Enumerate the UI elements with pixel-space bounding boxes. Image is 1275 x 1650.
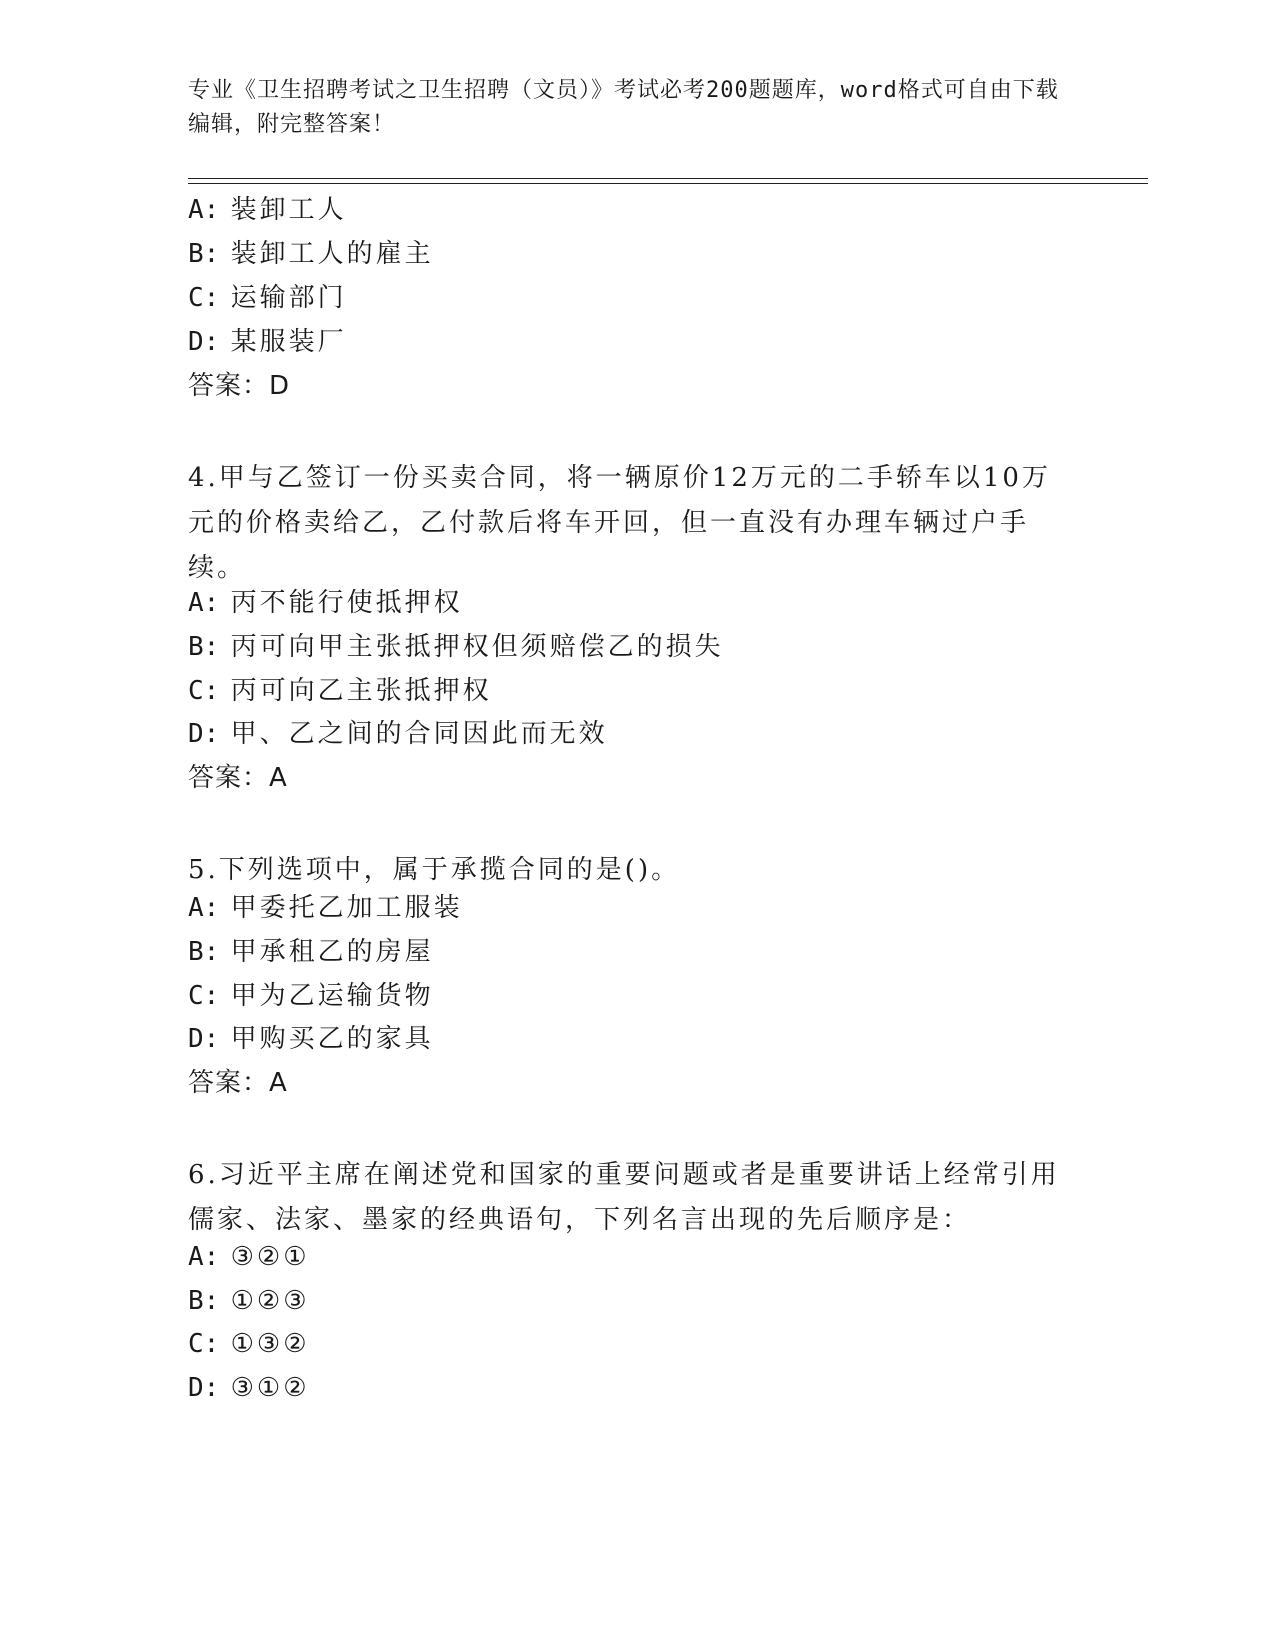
- option-text: ①③②: [230, 1329, 310, 1359]
- option-text: 甲承租乙的房屋: [230, 937, 434, 967]
- option-label: C:: [188, 676, 220, 706]
- q4-stem: 4.甲与乙签订一份买卖合同，将一辆原价12万元的二手轿车以10万元的价格卖给乙，乙付款后将车开回，但一直没有办理车辆过户手续。: [188, 463, 1051, 583]
- q4-option-c: [188, 674, 492, 708]
- option-label: C:: [188, 981, 220, 1011]
- document-header: 专业《卫生招聘考试之卫生招聘（文员）》考试必考200题题库，word格式可自由下载编辑，附完整答案！: [188, 78, 1059, 137]
- q6-option-a: [188, 1240, 310, 1274]
- option-text: 运输部门: [230, 283, 347, 313]
- option-text: 甲购买乙的家具: [230, 1024, 434, 1054]
- q3-answer: 答案：D: [188, 371, 291, 401]
- q5-option-b: [188, 935, 434, 969]
- option-text: 装卸工人: [230, 195, 347, 225]
- q3-option-d: [188, 325, 347, 359]
- option-label: B:: [188, 1286, 220, 1316]
- q5-option-a: [188, 891, 463, 925]
- q4-option-d: [188, 717, 608, 751]
- option-text: ①②③: [230, 1286, 310, 1316]
- option-text: ③①②: [230, 1373, 310, 1403]
- option-label: B:: [188, 239, 220, 269]
- header-divider-top: [188, 178, 1148, 179]
- q4-answer: 答案：A: [188, 763, 288, 793]
- option-label: A:: [188, 195, 220, 225]
- option-text: 丙可向甲主张抵押权但须赔偿乙的损失: [230, 632, 724, 662]
- q5-option-d: [188, 1022, 434, 1056]
- q4-option-a: [188, 586, 463, 620]
- option-text: 丙不能行使抵押权: [230, 588, 463, 618]
- q3-option-b: [188, 237, 434, 271]
- option-label: D:: [188, 719, 220, 749]
- option-text: ③②①: [230, 1242, 310, 1272]
- option-text: 装卸工人的雇主: [230, 239, 434, 269]
- option-label: D:: [188, 1024, 220, 1054]
- q6-option-c: [188, 1327, 310, 1361]
- option-label: A:: [188, 1242, 220, 1272]
- option-label: D:: [188, 327, 220, 357]
- q3-option-c: [188, 281, 347, 315]
- q5-option-c: [188, 979, 434, 1013]
- option-text: 某服装厂: [230, 327, 347, 357]
- option-label: A:: [188, 893, 220, 923]
- option-label: A:: [188, 588, 220, 618]
- header-divider-bottom: [188, 183, 1148, 184]
- option-text: 丙可向乙主张抵押权: [230, 676, 492, 706]
- q5-answer: 答案：A: [188, 1068, 288, 1098]
- option-label: C:: [188, 1329, 220, 1359]
- q6-option-b: [188, 1284, 310, 1318]
- q4-option-b: [188, 630, 724, 664]
- q6-option-d: [188, 1371, 310, 1405]
- option-label: B:: [188, 937, 220, 967]
- option-label: B:: [188, 632, 220, 662]
- option-label: D:: [188, 1373, 220, 1403]
- option-label: C:: [188, 283, 220, 313]
- q6-stem: 6.习近平主席在阐述党和国家的重要问题或者是重要讲话上经常引用儒家、法家、墨家的经典语句，下列名言出现的先后顺序是：: [188, 1160, 1060, 1235]
- option-text: 甲、乙之间的合同因此而无效: [230, 719, 608, 749]
- option-text: 甲为乙运输货物: [230, 981, 434, 1011]
- option-text: 甲委托乙加工服装: [230, 893, 463, 923]
- q5-stem: 5.下列选项中，属于承揽合同的是()。: [188, 855, 681, 885]
- q3-option-a: [188, 193, 347, 227]
